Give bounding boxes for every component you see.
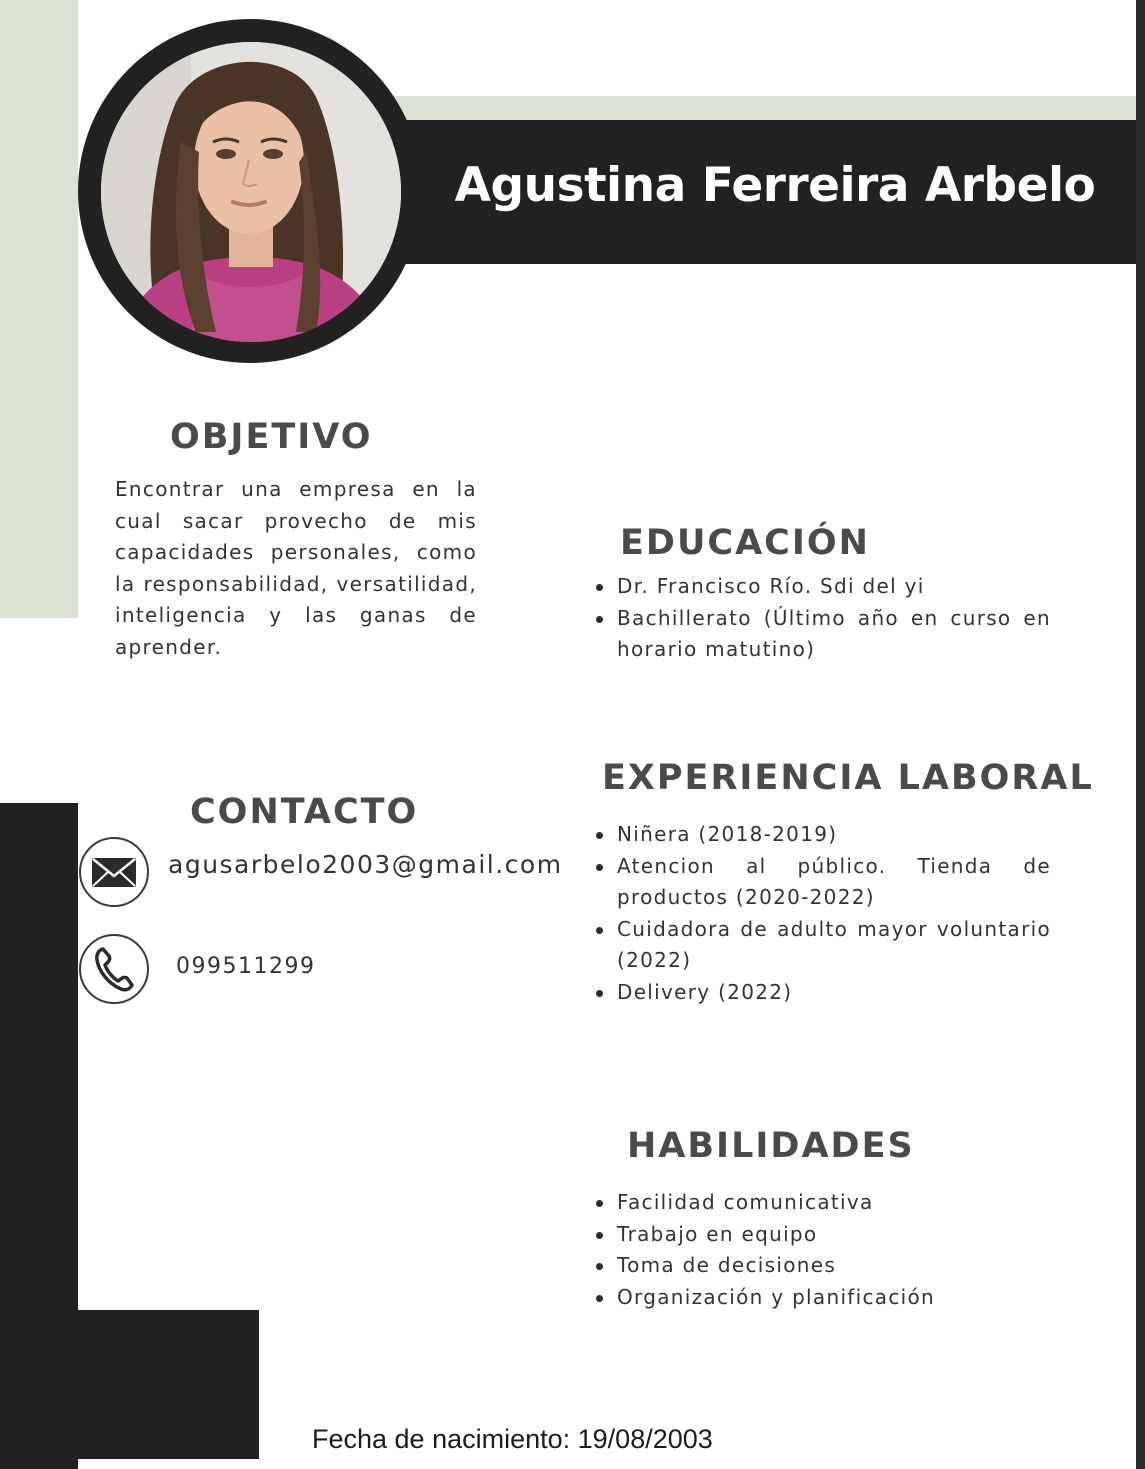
objetivo-text: Encontrar una empresa en la cual sacar provecho de mis capacidades personales, como la responsabilidad, versatilidad, inteligencia y las ganas de aprender. — [115, 477, 477, 659]
list-item: Niñera (2018-2019) — [593, 819, 1051, 851]
birth-date: Fecha de nacimiento: 19/08/2003 — [312, 1424, 713, 1454]
list-item: Bachillerato (Último año en curso en horario matutino) — [593, 603, 1051, 666]
list-item: Organización y planificación — [593, 1282, 1051, 1314]
green-side-bar — [0, 0, 78, 618]
educacion-heading: EDUCACIÓN — [620, 523, 870, 563]
envelope-icon — [79, 837, 149, 907]
list-item: Atencion al público. Tienda de productos (2020-2022) — [593, 851, 1051, 914]
list-item: Trabajo en equipo — [593, 1219, 1051, 1251]
email-link[interactable]: agusarbelo2003@gmail.com — [168, 850, 563, 879]
list-item: Cuidadora de adulto mayor voluntario (2022) — [593, 914, 1051, 977]
right-edge-bar — [1136, 0, 1145, 1469]
objetivo-heading: OBJETIVO — [170, 417, 373, 457]
green-header-band — [380, 96, 1136, 120]
list-item: Dr. Francisco Río. Sdi del yi — [593, 571, 1051, 603]
experiencia-heading: EXPERIENCIA LABORAL — [602, 758, 1094, 798]
profile-photo — [101, 42, 401, 342]
contacto-heading: CONTACTO — [190, 792, 419, 832]
phone-number[interactable]: 099511299 — [176, 954, 316, 979]
phone-icon — [79, 934, 149, 1004]
experiencia-list — [593, 819, 1051, 1009]
cut-off-text-fragment — [440, 1460, 448, 1469]
black-side-bar — [0, 803, 78, 1469]
candidate-name: Agustina Ferreira Arbelo — [454, 158, 1096, 213]
habilidades-list — [593, 1187, 1051, 1313]
list-item: Toma de decisiones — [593, 1250, 1051, 1282]
black-foot-block — [78, 1310, 259, 1459]
educacion-list — [593, 571, 1051, 666]
list-item: Facilidad comunicativa — [593, 1187, 1051, 1219]
list-item: Delivery (2022) — [593, 977, 1051, 1009]
habilidades-heading: HABILIDADES — [627, 1126, 915, 1166]
